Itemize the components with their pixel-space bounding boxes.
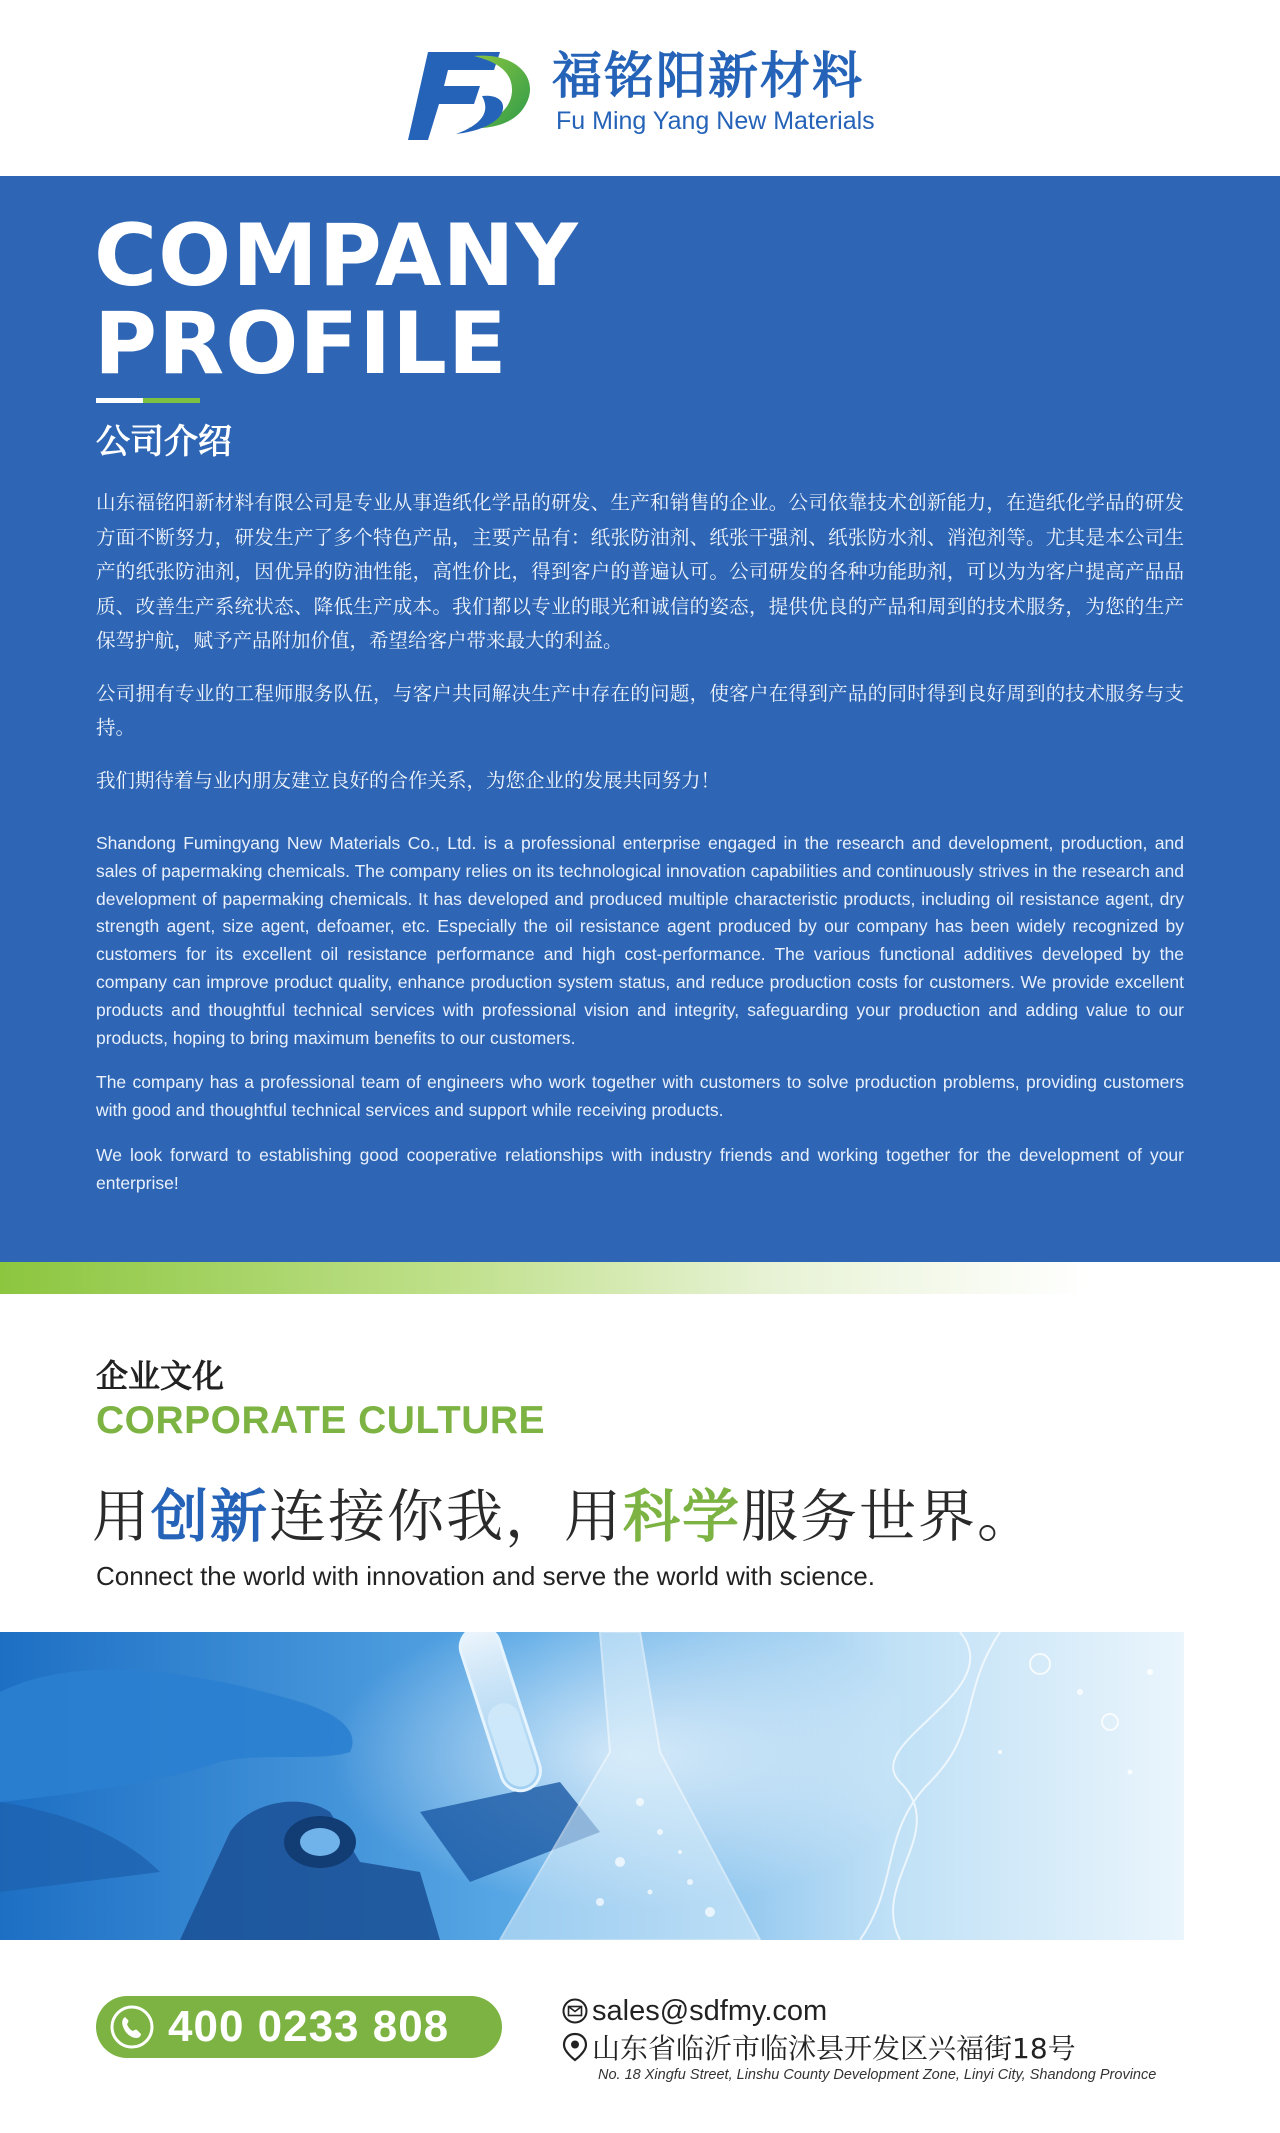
slogan-cn xyxy=(92,1482,1036,1552)
en-paragraph: The company has a professional team of engineers who work together with customers to solve production problems, providing customers with good and thoughtful technical services and support while receiving products. xyxy=(96,1072,1184,1121)
address-en: No. 18 Xingfu Street, Linshu County Development Zone, Linyi City, Shandong Province xyxy=(598,2067,1157,2083)
header xyxy=(0,0,1280,176)
email-icon xyxy=(562,1998,588,2024)
contact-email[interactable] xyxy=(562,1994,827,2028)
slogan-en: Connect the world with innovation and serve the world with science. xyxy=(96,1561,875,1591)
laboratory-image xyxy=(0,1632,1184,1940)
company-profile-section xyxy=(0,176,1280,1262)
cn-paragraph: 山东福铭阳新材料有限公司是专业从事造纸化学品的研发、生产和销售的企业。公司依靠技术创新能力，在造纸化学品的研发方面不断努力，研发生产了多个特色产品，主要产品有：纸张防油剂、纸张干强剂、纸张防水剂、消泡剂等。尤其是本公司生产的纸张防油剂，因优异的防油性能，高性价比，得到客户的普遍认可。公司研发的各种功能助剂，可以为为客户提高产品品质、改善生产系统状态、降低生产成本。我们都以专业的眼光和诚信的姿态，提供优良的产品和周到的技术服务，为您的生产保驾护航，赋予产品附加价值，希望给客户带来最大的利益。 xyxy=(96,491,1184,652)
cn-paragraph: 公司拥有专业的工程师服务队伍，与客户共同解决生产中存在的问题，使客户在得到产品的同时得到良好周到的技术服务与支持。 xyxy=(96,681,1184,739)
gradient-divider xyxy=(0,1262,1280,1294)
en-paragraph: We look forward to establishing good cooperative relationships with industry friends and working together for the development of your enterprise! xyxy=(96,1144,1184,1193)
title-underline xyxy=(96,398,200,403)
culture-heading-en: CORPORATE CULTURE xyxy=(96,1399,546,1442)
brand-name-cn: 福铭阳新材料 xyxy=(552,47,864,105)
culture-heading-cn: 企业文化 xyxy=(96,1357,225,1395)
profile-cn-body xyxy=(96,486,1184,816)
profile-title xyxy=(94,206,579,394)
phone-badge[interactable] xyxy=(96,1996,502,2058)
slogan-highlight-innovation: 创新 xyxy=(151,1484,269,1550)
phone-icon xyxy=(110,2005,154,2049)
phone-number[interactable]: 400 0233 808 xyxy=(168,2002,450,2051)
location-pin-icon xyxy=(562,2032,588,2062)
profile-en-body xyxy=(96,830,1184,1215)
profile-heading-cn: 公司介绍 xyxy=(96,422,232,462)
profile-title-line2: PROFILE xyxy=(94,294,508,394)
contact-address xyxy=(562,2032,1076,2066)
laboratory-illustration xyxy=(0,1632,1184,1940)
company-logo-icon xyxy=(408,48,538,144)
slogan-part: 连接你我，用 xyxy=(269,1484,623,1550)
slogan-part: 服务世界。 xyxy=(741,1484,1036,1550)
en-paragraph: Shandong Fumingyang New Materials Co., Ltd. is a professional enterprise engaged in the research and development, production, and sales of papermaking chemicals. The company relies on its technological innovation capabilities and continuously strives in the research and development of papermaking chemicals. It has developed and produced multiple characteristic products, including oil resistance agent, dry strength agent, size agent, defoamer, etc. Especially the oil resistance agent produced by our company has been widely recognized by customers for its excellent oil resistance performance and high cost-performance. The various functional additives developed by the company can improve product quality, enhance production system status, and reduce production costs for customers. We provide excellent products and thoughtful technical services with professional vision and integrity, safeguarding your production and adding value to our products, hoping to bring maximum benefits to our customers. xyxy=(96,833,1184,1048)
slogan-part: 用 xyxy=(92,1484,151,1550)
brand-name-en: Fu Ming Yang New Materials xyxy=(556,107,875,135)
cn-paragraph: 我们期待着与业内朋友建立良好的合作关系，为您企业的发展共同努力！ xyxy=(96,768,721,792)
profile-title-line1: COMPANY xyxy=(94,206,579,306)
email-text[interactable]: sales@sdfmy.com xyxy=(592,1995,828,2027)
address-cn: 山东省临沂市临沭县开发区兴福街18号 xyxy=(592,2032,1076,2065)
slogan-highlight-science: 科学 xyxy=(623,1484,741,1550)
